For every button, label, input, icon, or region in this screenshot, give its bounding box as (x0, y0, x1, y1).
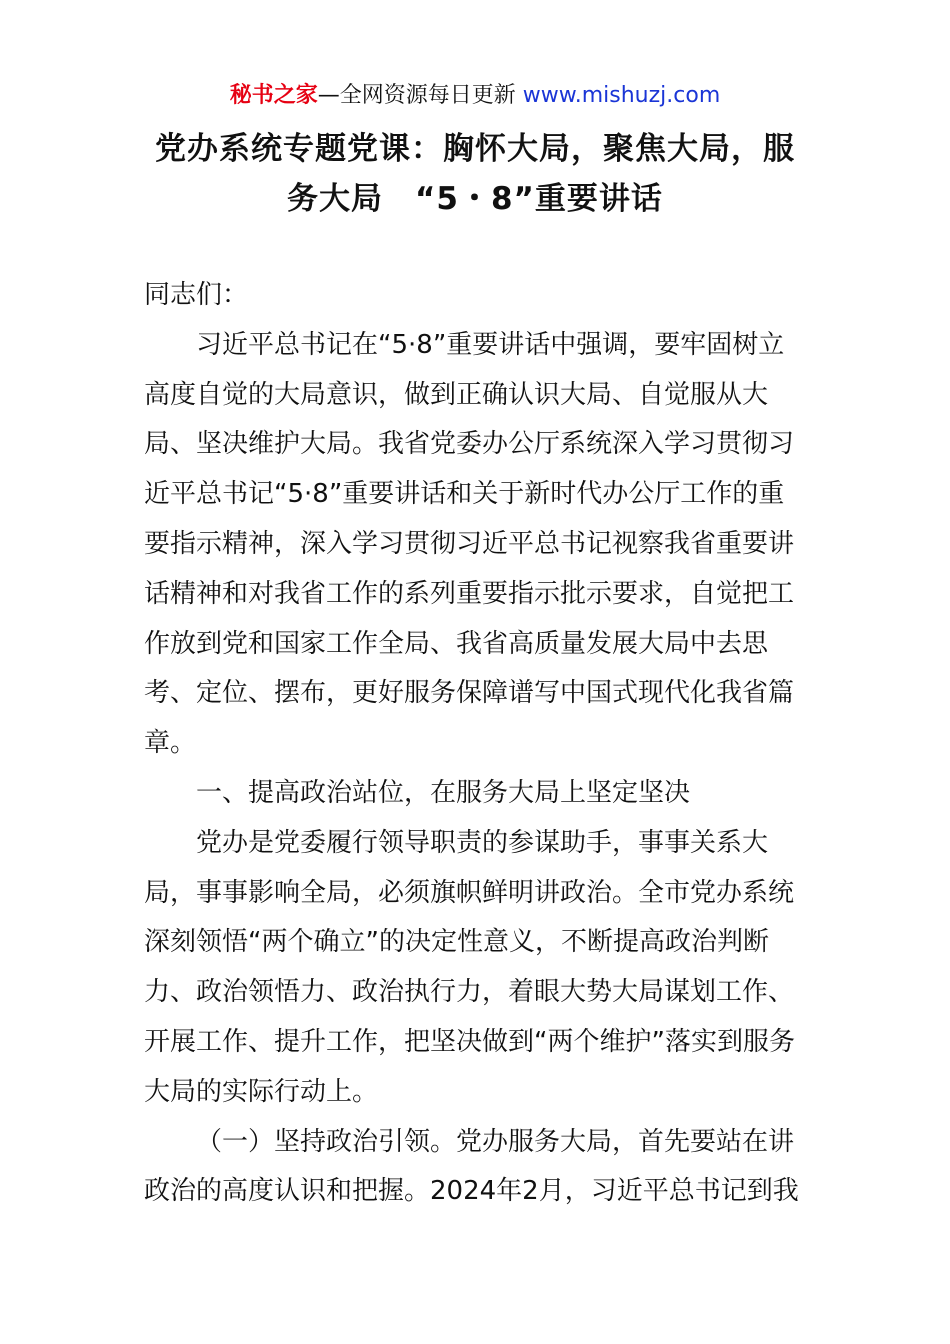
paragraph-subsection-1: （一）坚持政治引领。党办服务大局，首先要站在讲政治的高度认识和把握。2024年2月，习近平总书记到我 (144, 1126, 799, 1207)
title-line-2: 务大局 “5・8”重要讲话 (287, 181, 663, 217)
section-heading-1: 一、提高政治站位，在服务大局上坚定坚决 (196, 777, 691, 808)
site-header (0, 80, 950, 112)
salutation: 同志们： (144, 280, 249, 310)
header-tagline: —全网资源每日更新 (317, 83, 523, 108)
paragraph-intro: 习近平总书记在“5·8”重要讲话中强调，要牢固树立高度自觉的大局意识，做到正确认识大局、自觉服从大局、坚决维护大局。我省党委办公厅系统深入学习贯彻习近平总书记“5·8”重要讲话和关于新时代办公厅工作的重要指示精神，深入学习贯彻习近平总书记视察我省重要讲话精神和对我省工作的系列重要指示批示要求，自觉把工作放到党和国家工作全局、我省高质量发展大局中去思考、定位、摆布，更好服务保障谱写中国式现代化我省篇章。 (144, 329, 795, 759)
document-body (144, 271, 808, 1217)
paragraph-section-1: 党办是党委履行领导职责的参谋助手，事事关系大局，事事影响全局，必须旗帜鲜明讲政治。全市党办系统深刻领悟“两个确立”的决定性意义，不断提高政治判断力、政治领悟力、政治执行力，着眼大势大局谋划工作、开展工作、提升工作，把坚决做到“两个维护”落实到服务大局的实际行动上。 (144, 827, 795, 1107)
document-title (140, 124, 810, 224)
site-url-link[interactable]: www.mishuzj.com (522, 83, 721, 108)
title-line-1: 党办系统专题党课：胸怀大局，聚焦大局，服 (155, 131, 795, 167)
brand-name: 秘书之家 (229, 83, 318, 108)
